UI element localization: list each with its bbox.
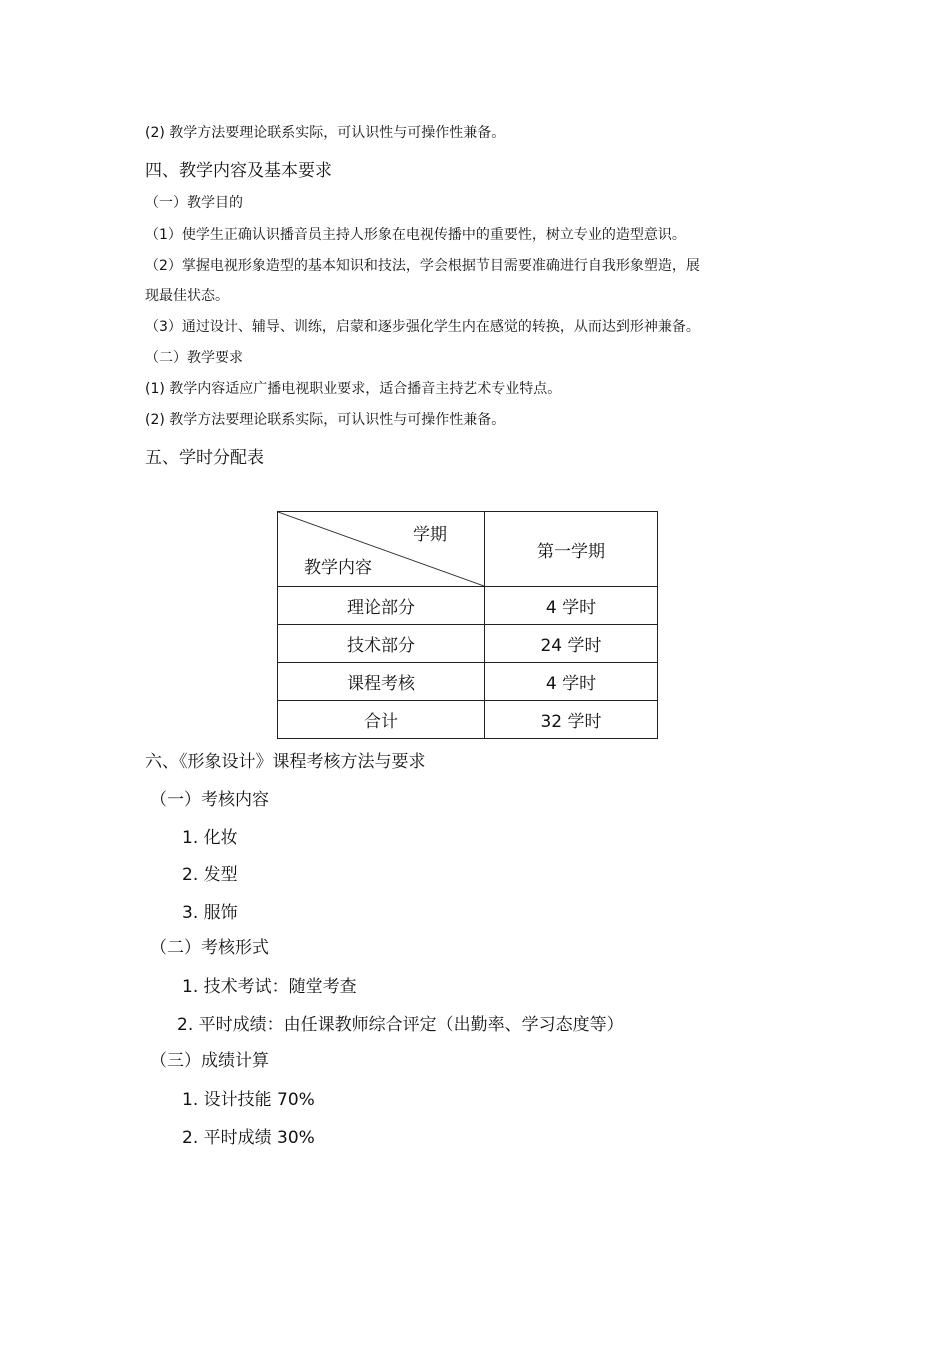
grade-item-regular: 2. 平时成绩 30% xyxy=(182,1128,315,1148)
diagonal-header-cell xyxy=(278,512,485,587)
subheading-assessment-form: （二）考核形式 xyxy=(150,938,269,958)
row-value: 32 学时 xyxy=(485,701,658,739)
table-header-row xyxy=(278,512,658,587)
subheading-grade-calculation: （三）成绩计算 xyxy=(150,1051,269,1071)
content-item-costume: 3. 服饰 xyxy=(182,903,238,923)
goal-item-1: （1）使学生正确认识播音员主持人形象在电视传播中的重要性，树立专业的造型意识。 xyxy=(145,227,686,243)
table-row xyxy=(278,701,658,739)
row-label: 课程考核 xyxy=(278,663,485,701)
section-heading-4: 四、教学内容及基本要求 xyxy=(145,161,332,181)
para-method-requirement: (2) 教学方法要理论联系实际，可认识性与可操作性兼备。 xyxy=(145,125,506,141)
row-label: 合计 xyxy=(278,701,485,739)
row-label: 理论部分 xyxy=(278,587,485,625)
row-value: 4 学时 xyxy=(485,587,658,625)
header-semester-label: 学期 xyxy=(413,525,447,545)
section-heading-6: 六、《形象设计》课程考核方法与要求 xyxy=(145,752,426,772)
content-item-makeup: 1. 化妆 xyxy=(182,828,238,848)
table-row xyxy=(278,663,658,701)
row-value: 24 学时 xyxy=(485,625,658,663)
header-content-label: 教学内容 xyxy=(304,558,372,578)
header-first-semester: 第一学期 xyxy=(485,512,658,587)
grade-item-design-skill: 1. 设计技能 70% xyxy=(182,1090,315,1110)
goal-item-3: （3）通过设计、辅导、训练，启蒙和逐步强化学生内在感觉的转换，从而达到形神兼备。 xyxy=(145,319,700,335)
row-label: 技术部分 xyxy=(278,625,485,663)
section-heading-5: 五、学时分配表 xyxy=(145,448,264,468)
row-value: 4 学时 xyxy=(485,663,658,701)
requirement-item-1: (1) 教学内容适应广播电视职业要求，适合播音主持艺术专业特点。 xyxy=(145,381,562,397)
subheading-teaching-requirement: （二）教学要求 xyxy=(145,350,243,366)
goal-item-2: （2）掌握电视形象造型的基本知识和技法，学会根据节目需要准确进行自我形象塑造，展 xyxy=(145,258,700,274)
requirement-item-2: (2) 教学方法要理论联系实际，可认识性与可操作性兼备。 xyxy=(145,412,506,428)
subheading-teaching-goal: （一）教学目的 xyxy=(145,195,243,211)
subheading-assessment-content: （一）考核内容 xyxy=(150,790,269,810)
table-row xyxy=(278,625,658,663)
content-item-hairstyle: 2. 发型 xyxy=(182,865,238,885)
form-item-regular-grade: 2. 平时成绩：由任课教师综合评定（出勤率、学习态度等） xyxy=(177,1015,624,1035)
goal-item-2-cont: 现最佳状态。 xyxy=(145,288,229,304)
table-row xyxy=(278,587,658,625)
hours-table xyxy=(277,511,658,739)
form-item-technical-exam: 1. 技术考试：随堂考查 xyxy=(182,977,357,997)
